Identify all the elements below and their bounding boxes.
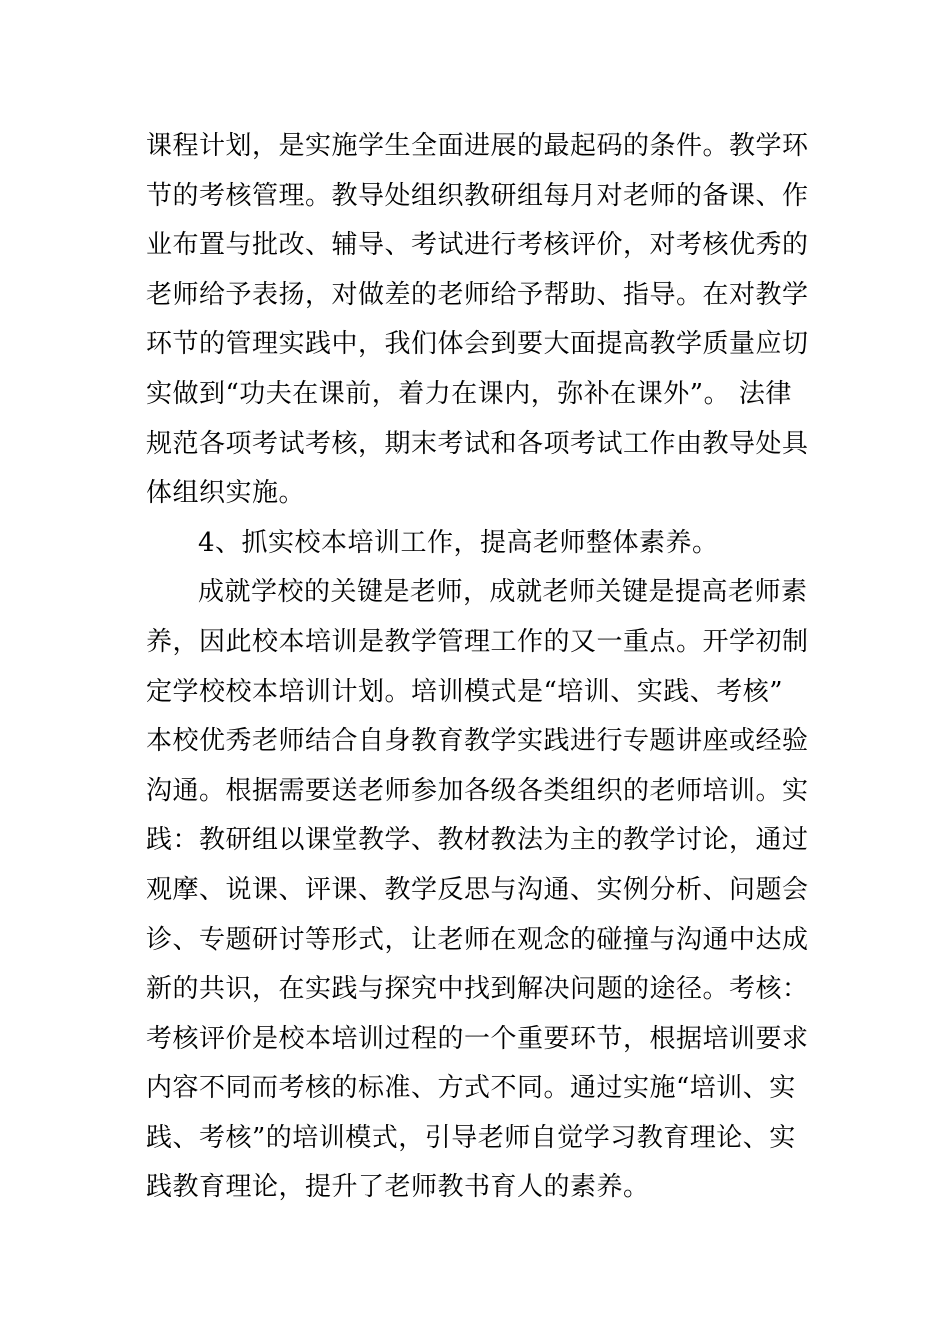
text-line: 规范各项考试考核，期末考试和各项考试工作由教导处具 <box>146 428 809 459</box>
text-line: 践教育理论，提升了老师教书育人的素养。 <box>146 1172 650 1203</box>
text-line: 课程计划，是实施学生全面进展的最起码的条件。教学环 <box>146 131 809 161</box>
text-line: 诊、专题研讨等形式，让老师在观念的碰撞与沟通中达成 <box>146 924 809 955</box>
text-line: 实做到“功夫在课前，着力在课内，弥补在课外”。 法律 <box>146 378 792 409</box>
text-line: 践：教研组以课堂教学、教材教法为主的教学讨论，通过 <box>146 825 809 856</box>
text-line: 定学校校本培训计划。培训模式是“培训、实践、考核” <box>146 676 784 707</box>
text-line: 环节的管理实践中，我们体会到要大面提高教学质量应切 <box>146 329 809 360</box>
text-line: 观摩、说课、评课、教学反思与沟通、实例分析、问题会 <box>146 874 809 905</box>
text-line: 本校优秀老师结合自身教育教学实践进行专题讲座或经验 <box>146 726 809 757</box>
text-line: 内容不同而考核的标准、方式不同。通过实施“培训、实 <box>146 1073 796 1104</box>
text-line: 沟通。根据需要送老师参加各级各类组织的老师培训。实 <box>146 775 809 806</box>
paragraph-start: 成就学校的关键是老师，成就老师关键是提高老师素 <box>198 577 808 608</box>
text-line: 新的共识，在实践与探究中找到解决问题的途径。考核： <box>146 974 809 1005</box>
text-line: 体组织实施。 <box>146 478 306 509</box>
text-line: 业布置与批改、辅导、考试进行考核评价，对考核优秀的 <box>146 230 809 261</box>
text-line: 践、考核”的培训模式，引导老师自觉学习教育理论、实 <box>146 1122 796 1153</box>
text-line: 节的考核管理。教导处组织教研组每月对老师的备课、作 <box>146 180 809 211</box>
text-line: 考核评价是校本培训过程的一个重要环节，根据培训要求 <box>146 1023 809 1054</box>
text-line: 老师给予表扬，对做差的老师给予帮助、指导。在对教学 <box>146 279 809 310</box>
section-heading: 4、抓实校本培训工作，提高老师整体素养。 <box>198 527 719 558</box>
text-line: 养，因此校本培训是教学管理工作的又一重点。开学初制 <box>146 626 809 657</box>
body-text <box>146 122 808 1213</box>
